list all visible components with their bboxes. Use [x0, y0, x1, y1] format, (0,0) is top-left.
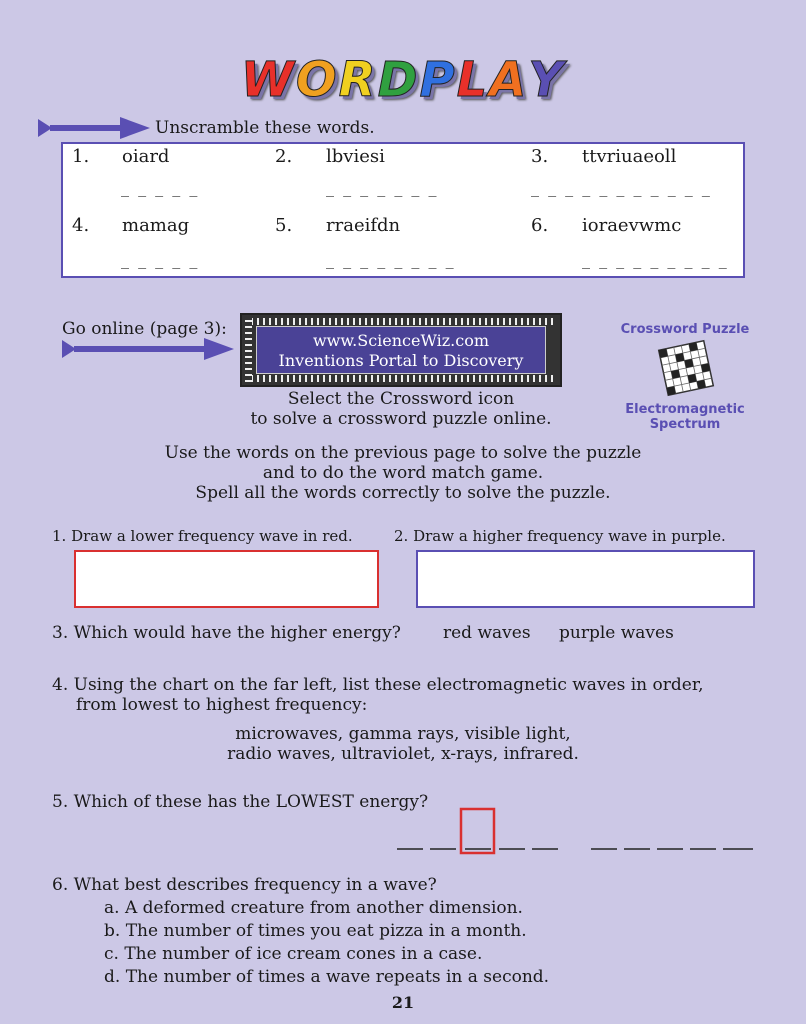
- item-number: 6.: [531, 215, 549, 236]
- page-number: 21: [391, 993, 415, 1012]
- option-b[interactable]: b. The number of times you eat pizza in a month.: [104, 921, 527, 941]
- title-letter: P: [419, 52, 457, 108]
- option-a[interactable]: a. A deformed creature from another dimension.: [104, 898, 523, 918]
- portal-url[interactable]: www.ScienceWiz.com: [312, 331, 490, 350]
- wave-list-line1: microwaves, gamma rays, visible light,: [235, 724, 571, 744]
- title-letter: L: [456, 52, 490, 108]
- item-number: 3.: [531, 146, 549, 167]
- option-d[interactable]: d. The number of times a wave repeats in a second.: [104, 967, 550, 987]
- option-purple-waves[interactable]: purple waves: [559, 623, 674, 643]
- answer-blanks-q5[interactable]: [395, 806, 757, 856]
- question-3: 3. Which would have the higher energy?: [52, 623, 401, 643]
- crossword-subtitle-2: Spectrum: [649, 417, 721, 432]
- portal-name: Inventions Portal to Discovery: [278, 351, 524, 370]
- question-6: 6. What best describes frequency in a wave?: [52, 875, 437, 895]
- title-letter: D: [377, 52, 420, 108]
- option-red-waves[interactable]: red waves: [443, 623, 531, 643]
- item-number: 4.: [72, 215, 90, 236]
- answer-blank[interactable]: _ _ _ _ _: [121, 250, 200, 269]
- answer-blank[interactable]: _ _ _ _ _ _ _ _ _ _ _: [531, 178, 712, 197]
- title-letter: W: [240, 52, 296, 108]
- use-words-line2: and to do the word match game.: [262, 463, 544, 483]
- answer-blank[interactable]: _ _ _ _ _: [121, 178, 200, 197]
- select-crossword-line1: Select the Crossword icon: [287, 389, 515, 409]
- option-c[interactable]: c. The number of ice cream cones in a case.: [104, 944, 483, 964]
- arrow-icon: [62, 340, 234, 358]
- item-number: 5.: [275, 215, 293, 236]
- scrambled-word: mamag: [122, 215, 190, 236]
- use-words-line1: Use the words on the previous page to solve the puzzle: [164, 443, 642, 463]
- use-words-line3: Spell all the words correctly to solve the puzzle.: [195, 483, 611, 503]
- question-4-line2: from lowest to highest frequency:: [76, 695, 368, 715]
- item-number: 2.: [275, 146, 293, 167]
- select-crossword-line2: to solve a crossword puzzle online.: [250, 409, 552, 429]
- crossword-subtitle-1: Electromagnetic: [625, 402, 745, 417]
- go-online-label: Go online (page 3):: [62, 319, 227, 339]
- sciencewiz-portal-banner[interactable]: [240, 313, 562, 387]
- question-4-line1: 4. Using the chart on the far left, list these electromagnetic waves in order,: [52, 675, 704, 695]
- scrambled-word: ttvriuaeoll: [582, 146, 677, 167]
- question-1: 1. Draw a lower frequency wave in red.: [52, 527, 353, 545]
- wordplay-title: [0, 52, 806, 108]
- crossword-icon[interactable]: [655, 339, 717, 397]
- scrambled-word: lbviesi: [326, 146, 385, 167]
- item-number: 1.: [72, 146, 90, 167]
- scrambled-word: rraeifdn: [326, 215, 401, 236]
- question-5: 5. Which of these has the LOWEST energy?: [52, 792, 429, 812]
- answer-blank[interactable]: _ _ _ _ _ _ _ _ _: [582, 250, 729, 269]
- wave-list-line2: radio waves, ultraviolet, x-rays, infrared.: [227, 744, 579, 764]
- title-letter: Y: [528, 52, 566, 108]
- scrambled-word: ioraevwmc: [582, 215, 682, 236]
- answer-blank[interactable]: _ _ _ _ _ _ _: [326, 178, 439, 197]
- unscramble-instruction: Unscramble these words.: [155, 118, 375, 138]
- question-2: 2. Draw a higher frequency wave in purple.: [394, 527, 726, 545]
- title-letter: R: [338, 52, 378, 108]
- title-letter: A: [489, 52, 529, 108]
- crossword-title: Crossword Puzzle: [620, 322, 750, 337]
- answer-blank[interactable]: _ _ _ _ _ _ _ _: [326, 250, 456, 269]
- purple-wave-drawing-box[interactable]: [416, 550, 755, 608]
- scrambled-word: oiard: [122, 146, 170, 167]
- arrow-icon: [38, 119, 150, 137]
- title-letter: O: [295, 52, 339, 108]
- red-wave-drawing-box[interactable]: [74, 550, 379, 608]
